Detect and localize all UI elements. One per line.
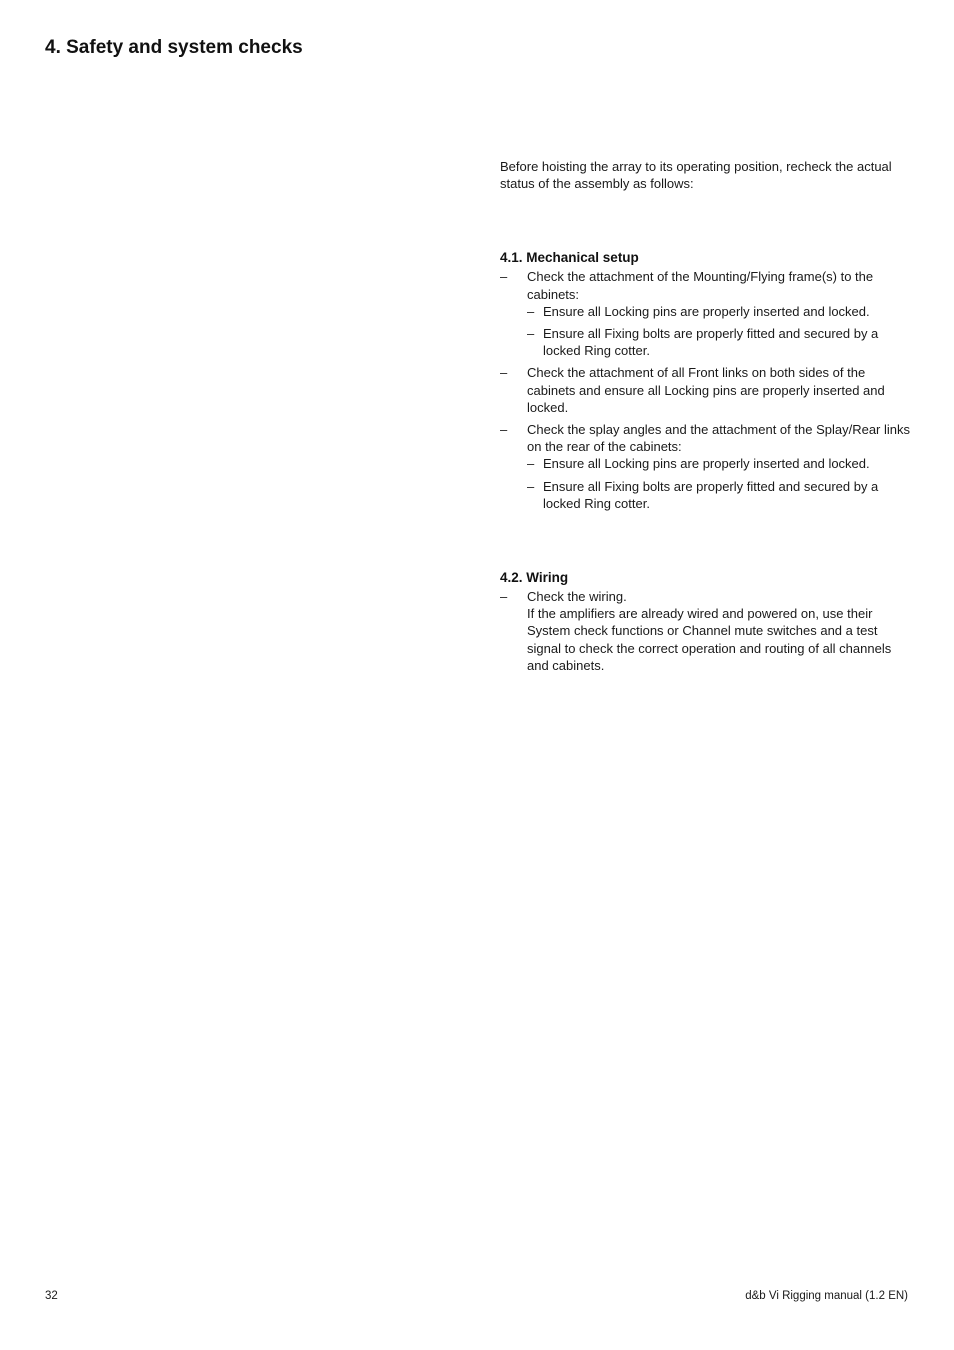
- sub-list-item: [527, 303, 910, 320]
- wiring-list: [500, 588, 910, 674]
- dash-bullet: –: [500, 269, 508, 285]
- list-item-text: Check the attachment of the Mounting/Flying frame(s) to the cabinets:: [527, 269, 874, 302]
- sub-list-item-text: Ensure all Locking pins are properly inserted and locked.: [543, 303, 870, 319]
- sub-list-item-text: Ensure all Locking pins are properly inserted and locked.: [543, 456, 870, 472]
- sub-list-item: [527, 325, 910, 359]
- list-item: [500, 588, 910, 674]
- dash-bullet: –: [527, 456, 535, 472]
- list-item-detail: If the amplifiers are already wired and powered on, use their System check functions or Channel mute switches and a test signal to check the correct operation and routing of all channels and cabinets.: [527, 606, 892, 673]
- mechanical-setup-list: [500, 268, 910, 512]
- page-title: 4. Safety and system checks: [45, 37, 303, 58]
- intro-paragraph: Before hoisting the array to its operating position, recheck the actual status of the assembly as follows:: [500, 159, 892, 192]
- dash-bullet: –: [527, 478, 535, 494]
- main-content: [500, 158, 910, 679]
- list-item: [500, 364, 910, 416]
- section-heading-mechanical-setup: 4.1. Mechanical setup: [500, 250, 639, 266]
- list-item-text: Check the attachment of all Front links on both sides of the cabinets and ensure all Locking pins are properly inserted and locked.: [527, 365, 885, 415]
- sub-list: [527, 303, 910, 360]
- page-number: 32: [45, 1290, 58, 1302]
- sub-list-item-text: Ensure all Fixing bolts are properly fitted and secured by a locked Ring cotter.: [543, 478, 879, 511]
- dash-bullet: –: [527, 303, 535, 319]
- manual-title: d&b Vi Rigging manual (1.2 EN): [745, 1290, 908, 1302]
- list-item-text: Check the splay angles and the attachment of the Splay/Rear links on the rear of the cabinets:: [527, 422, 910, 455]
- list-item: [500, 268, 910, 359]
- sub-list: [527, 455, 910, 512]
- sub-list-item: [527, 455, 910, 472]
- sub-list-item: [527, 478, 910, 512]
- list-item-text: Check the wiring.: [527, 589, 627, 605]
- dash-bullet: –: [527, 326, 535, 342]
- dash-bullet: –: [500, 589, 508, 605]
- dash-bullet: –: [500, 422, 508, 438]
- sub-list-item-text: Ensure all Fixing bolts are properly fitted and secured by a locked Ring cotter.: [543, 326, 879, 359]
- section-heading-wiring: 4.2. Wiring: [500, 570, 569, 586]
- list-item: [500, 421, 910, 512]
- dash-bullet: –: [500, 365, 508, 381]
